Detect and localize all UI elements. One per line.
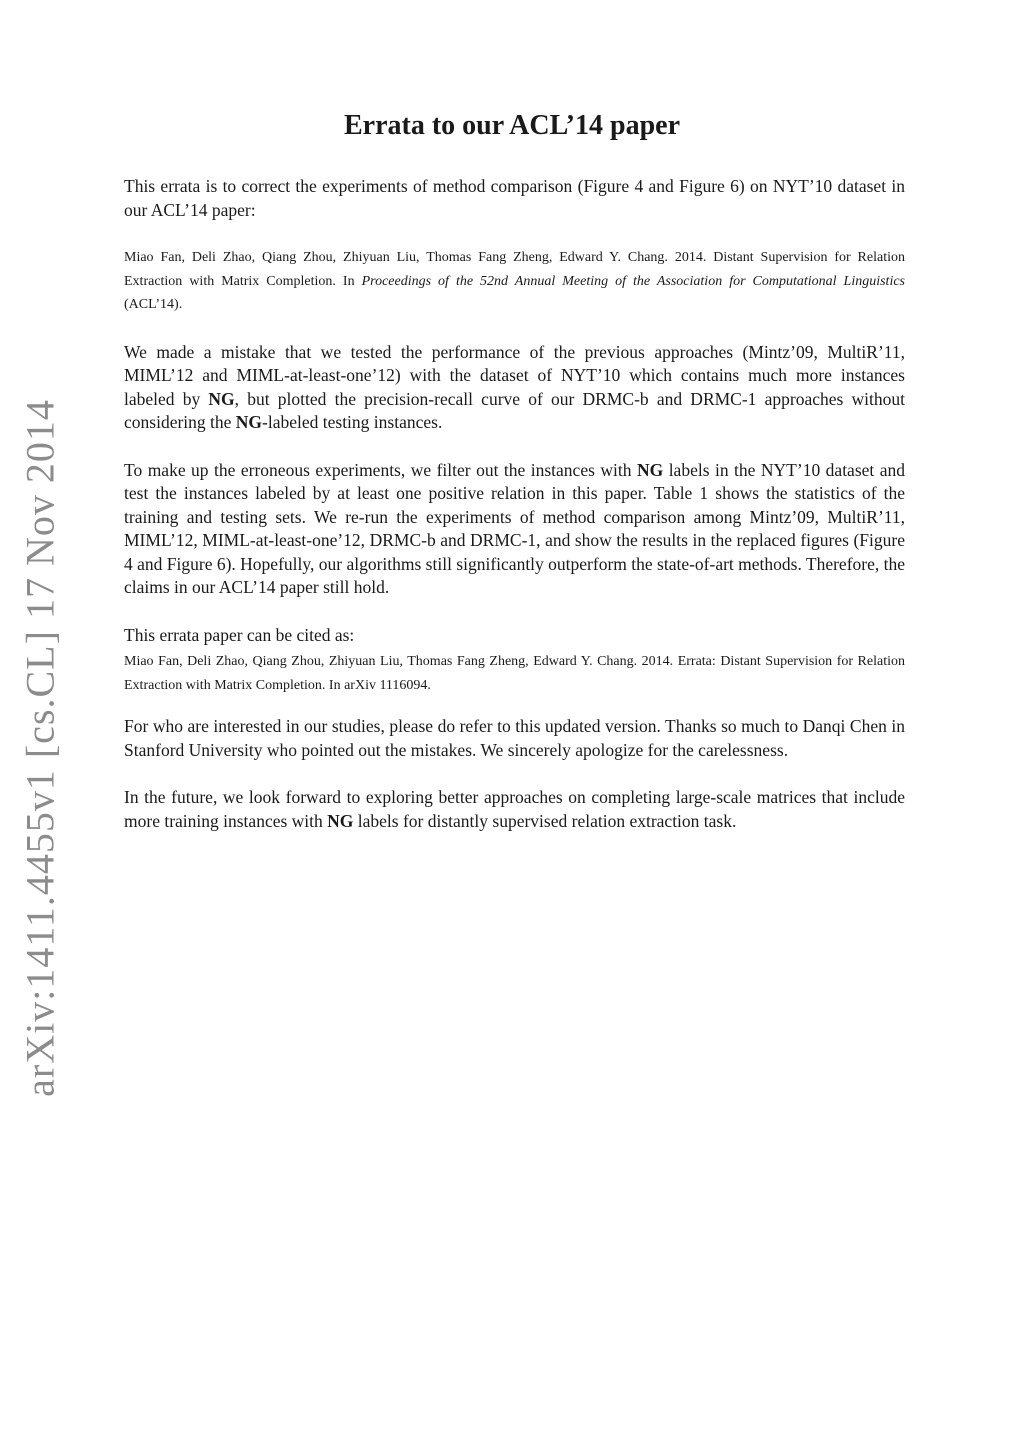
- future-text-2: labels for distantly supervised relation extraction task.: [353, 810, 737, 831]
- ng-label: NG: [327, 810, 354, 831]
- mistake-text-1: We made a mistake that we tested the performance of the previous approaches (Mintz’09, MultiR’11, MIML’12 and MIML-at-least-one’12) with the dataset of NYT’10 which contains much more instances labeled by: [124, 341, 905, 409]
- citation-authors-title: Miao Fan, Deli Zhao, Qiang Zhou, Zhiyuan Liu, Thomas Fang Zheng, Edward Y. Chang. 2014. Distant Supervision for Relation Extraction with Matrix Completion. In: [124, 250, 905, 289]
- ng-label: NG: [636, 459, 664, 480]
- intro-paragraph: This errata is to correct the experiments of method comparison (Figure 4 and Figure 6) on NYT’10 dataset in our ACL’14 paper:: [124, 176, 905, 220]
- errata-citation: Miao Fan, Deli Zhao, Qiang Zhou, Zhiyuan Liu, Thomas Fang Zheng, Edward Y. Chang. 2014. Errata: Distant Supervision for Relation Extraction with Matrix Completion. In arXiv 1116094.: [124, 654, 905, 693]
- paper-title: Errata to our ACL’14 paper: [344, 110, 680, 141]
- ng-label: NG: [208, 388, 235, 409]
- citation-venue-short: (ACL’14).: [124, 297, 183, 312]
- mistake-text-2: , but plotted the precision-recall curve of our DRMC-b and DRMC-1 approaches without considering the: [124, 388, 905, 432]
- paper-body: [124, 175, 905, 857]
- future-text-1: In the future, we look forward to exploring better approaches on completing large-scale matrices that include more training instances with: [124, 787, 905, 831]
- cite-intro: This errata paper can be cited as:: [124, 624, 355, 645]
- ng-label: NG: [235, 412, 263, 432]
- future-paragraph: [124, 786, 905, 833]
- original-paper-citation: [124, 246, 905, 317]
- fix-paragraph: [124, 459, 905, 600]
- arxiv-identifier-stamp: arXiv:1411.4455v1 [cs.CL] 17 Nov 2014: [17, 399, 63, 1097]
- mistake-paragraph: [124, 341, 905, 435]
- citation-venue: Proceedings of the 52nd Annual Meeting of the Association for Computational Linguistics: [361, 273, 905, 289]
- fix-text-1: To make up the erroneous experiments, we filter out the instances with: [124, 459, 637, 480]
- mistake-text-3: -labeled testing instances.: [262, 412, 443, 432]
- thanks-paragraph: For who are interested in our studies, please do refer to this updated version. Thanks so much to Danqi Chen in Stanford University who pointed out the mistakes. We sincerely apologize for the carelessness.: [124, 716, 905, 760]
- fix-text-2: labels in the NYT’10 dataset and test the instances labeled by at least one positive relation in this paper. Table 1 shows the statistics of the training and testing sets. We re-run the experiments of method comparison among Mintz’09, MultiR’11, MIML’12, MIML-at-least-one’12, DRMC-b and DRMC-1, and show the results in the replaced figures (Figure 4 and Figure 6). Hopefully, our algorithms still significantly outperform the state-of-art methods. Therefore, the claims in our ACL’14 paper still hold.: [124, 459, 905, 597]
